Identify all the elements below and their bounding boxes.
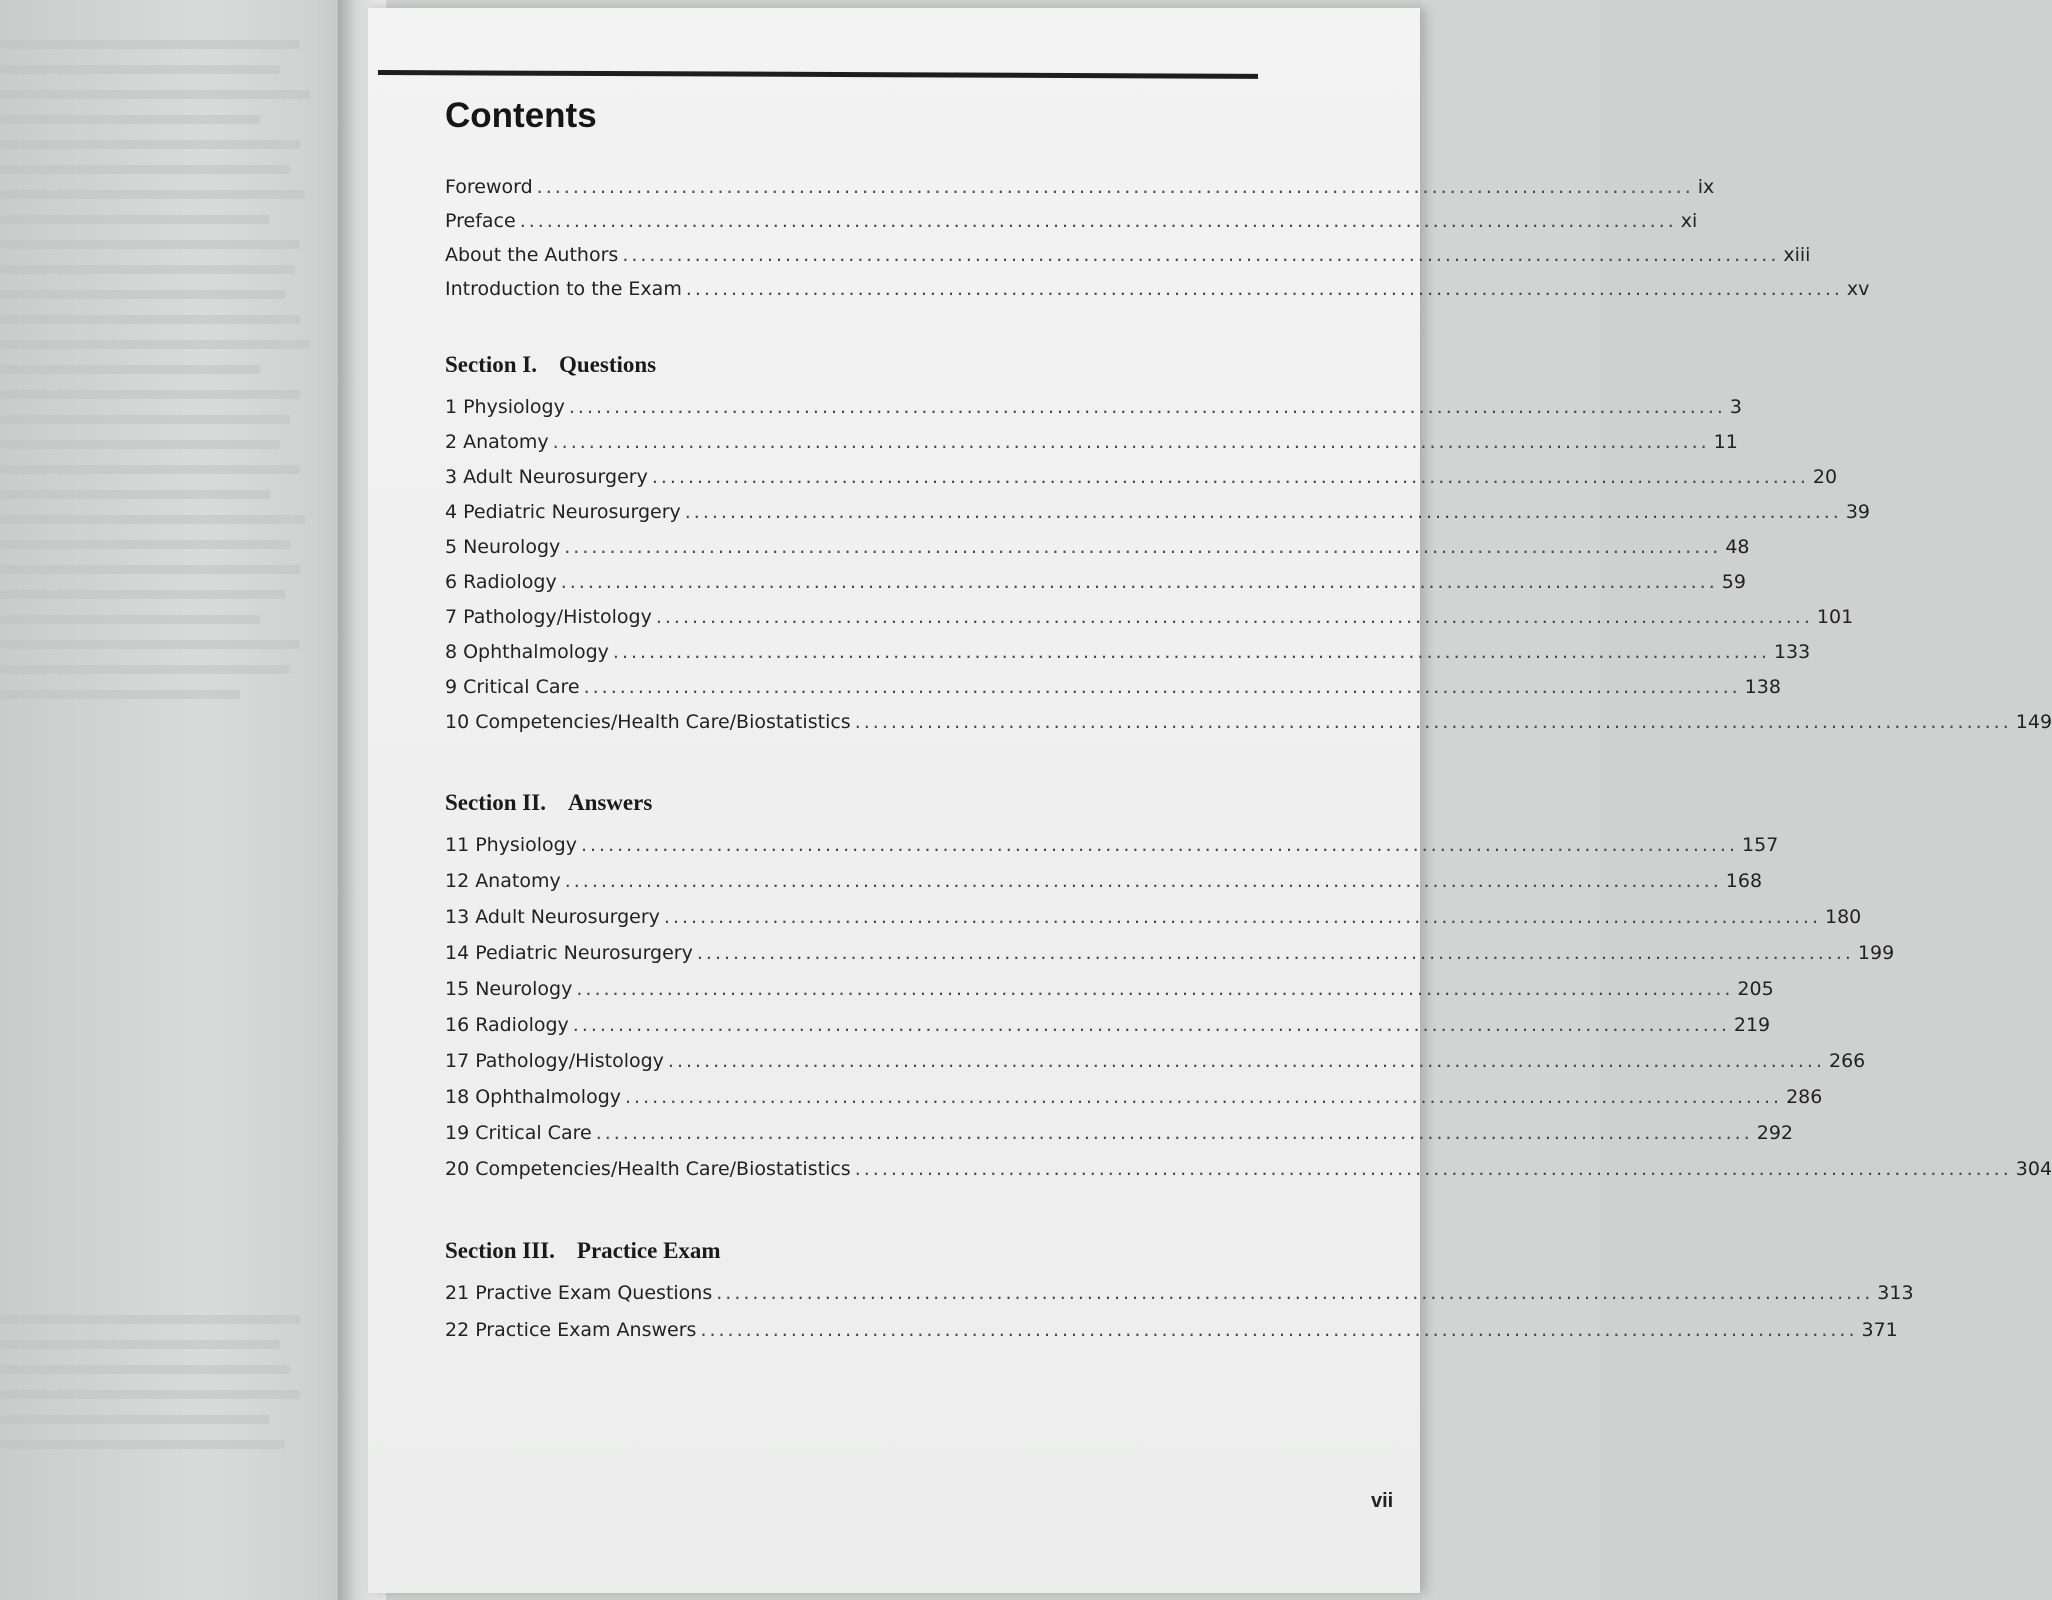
chapter-number: 5	[445, 536, 458, 558]
toc-entry-chapter[interactable]	[445, 870, 1763, 898]
toc-entry-introduction[interactable]	[445, 278, 1870, 306]
toc-entry-label: Pediatric Neurosurgery	[463, 501, 681, 523]
toc-entry-label: Competencies/Health Care/Biostatistics	[475, 711, 851, 733]
leader-dots: ................................................................................................................................	[568, 396, 1726, 418]
toc-entry-label: Anatomy	[475, 870, 561, 892]
toc-entry-page: xv	[1846, 278, 1870, 300]
toc-entry-label: Practice Exam Answers	[475, 1319, 697, 1341]
toc-entry-page: 157	[1742, 834, 1779, 856]
toc-entry-page: 48	[1725, 536, 1750, 558]
chapter-number: 7	[445, 606, 458, 628]
leader-dots: ................................................................................................................................	[576, 978, 1734, 1000]
toc-entry-chapter[interactable]	[445, 711, 2052, 739]
chapter-number: 11	[445, 834, 470, 856]
page-title: Contents	[445, 96, 597, 135]
toc-entry-page: 304	[2015, 1158, 2052, 1180]
leader-dots: ................................................................................................................................	[560, 571, 1718, 593]
leader-dots: ................................................................................................................................	[580, 834, 1739, 856]
chapter-number: 4	[445, 501, 458, 523]
toc-entry-chapter[interactable]	[445, 466, 1838, 494]
leader-dots: ................................................................................................................................	[854, 711, 2012, 733]
toc-entry-chapter[interactable]	[445, 1014, 1771, 1042]
toc-entry-label: Radiology	[475, 1014, 569, 1036]
chapter-number: 10	[445, 711, 470, 733]
section-label: Section II.	[445, 790, 546, 815]
toc-entry-page: 292	[1756, 1122, 1794, 1144]
toc-entry-chapter[interactable]	[445, 1086, 1823, 1114]
top-rule	[378, 70, 1258, 79]
section-heading-answers	[445, 790, 652, 820]
toc-entry-chapter[interactable]	[445, 906, 1862, 934]
toc-entry-label: Adult Neurosurgery	[475, 906, 660, 928]
section-label: Section III.	[445, 1238, 555, 1263]
leader-dots: ................................................................................................................................	[854, 1158, 2012, 1180]
toc-entry-chapter[interactable]	[445, 431, 1738, 459]
toc-entry-chapter[interactable]	[445, 942, 1895, 970]
chapter-number: 14	[445, 942, 470, 964]
chapter-number: 20	[445, 1158, 470, 1180]
toc-entry-chapter[interactable]	[445, 1122, 1794, 1150]
leader-dots: ................................................................................................................................	[684, 501, 1842, 523]
leader-dots: ................................................................................................................................	[622, 244, 1780, 266]
toc-entry-chapter[interactable]	[445, 571, 1746, 599]
toc-entry-page: xiii	[1783, 244, 1811, 266]
leader-dots: ................................................................................................................................	[663, 906, 1821, 928]
toc-entry-label: Pathology/Histology	[463, 606, 652, 628]
leader-dots: ................................................................................................................................	[625, 1086, 1783, 1108]
toc-entry-label: Critical Care	[475, 1122, 592, 1144]
toc-entry-about-authors[interactable]	[445, 244, 1811, 272]
facing-page-bleed-through	[0, 40, 320, 1465]
toc-entry-page: 199	[1857, 942, 1895, 964]
toc-entry-label: Ophthalmology	[463, 641, 609, 663]
leader-dots: ................................................................................................................................	[651, 466, 1809, 488]
toc-entry-chapter[interactable]	[445, 1050, 1866, 1078]
section-name: Practice Exam	[576, 1238, 721, 1263]
toc-entry-chapter[interactable]	[445, 606, 1854, 634]
section-name: Answers	[567, 790, 653, 815]
toc-entry-chapter[interactable]	[445, 501, 1871, 529]
toc-entry-page: 101	[1816, 606, 1854, 628]
toc-entry-label: Physiology	[463, 396, 565, 418]
toc-entry-page: 11	[1713, 431, 1738, 453]
toc-entry-page: 20	[1812, 466, 1838, 488]
toc-entry-page: 180	[1824, 906, 1862, 928]
chapter-number: 21	[445, 1282, 470, 1304]
page-number: vii	[1371, 1490, 1394, 1512]
toc-entry-chapter[interactable]	[445, 676, 1781, 704]
toc-entry-page: 168	[1725, 870, 1763, 892]
leader-dots: ................................................................................................................................	[700, 1319, 1858, 1341]
toc-entry-page: 149	[2015, 711, 2052, 733]
toc-entry-foreword[interactable]	[445, 176, 1715, 204]
toc-entry-label: Neurology	[475, 978, 573, 1000]
leader-dots: ................................................................................................................................	[552, 431, 1710, 453]
leader-dots: ................................................................................................................................	[685, 278, 1843, 300]
toc-entry-page: 205	[1737, 978, 1774, 1000]
toc-entry-label: Practive Exam Questions	[475, 1282, 713, 1304]
toc-entry-label: Physiology	[475, 834, 577, 856]
chapter-number: 13	[445, 906, 470, 928]
chapter-number: 9	[445, 676, 458, 698]
toc-entry-chapter[interactable]	[445, 978, 1774, 1006]
leader-dots: ................................................................................................................................	[595, 1122, 1753, 1144]
leader-dots: ................................................................................................................................	[716, 1282, 1874, 1304]
contents-page	[368, 8, 2052, 1593]
toc-entry-label: Pathology/Histology	[475, 1050, 664, 1072]
chapter-number: 8	[445, 641, 458, 663]
section-heading-questions	[445, 352, 656, 382]
toc-entry-page: 3	[1729, 396, 1743, 418]
leader-dots: ................................................................................................................................	[572, 1014, 1730, 1036]
toc-entry-page: 133	[1773, 641, 1811, 663]
leader-dots: ................................................................................................................................	[564, 870, 1722, 892]
chapter-number: 15	[445, 978, 470, 1000]
chapter-number: 18	[445, 1086, 470, 1108]
chapter-number: 19	[445, 1122, 470, 1144]
leader-dots: ................................................................................................................................	[612, 641, 1770, 663]
leader-dots: ................................................................................................................................	[564, 536, 1722, 558]
toc-entry-page: 313	[1877, 1282, 1914, 1304]
toc-entry-page: ix	[1697, 176, 1715, 198]
leader-dots: ................................................................................................................................	[655, 606, 1813, 628]
toc-entry-chapter[interactable]	[445, 1319, 1898, 1347]
toc-entry-page: 266	[1828, 1050, 1866, 1072]
toc-entry-label: Critical Care	[463, 676, 580, 698]
toc-entry-page: 138	[1744, 676, 1781, 698]
chapter-number: 16	[445, 1014, 470, 1036]
toc-entry-chapter[interactable]	[445, 834, 1779, 862]
chapter-number: 12	[445, 870, 470, 892]
toc-entry-page: 286	[1786, 1086, 1823, 1108]
leader-dots: ................................................................................................................................	[583, 676, 1741, 698]
toc-entry-label: Foreword	[445, 176, 533, 198]
leader-dots: ................................................................................................................................	[536, 176, 1694, 198]
toc-entry-chapter[interactable]	[445, 1282, 1914, 1310]
section-name: Questions	[559, 352, 657, 377]
leader-dots: ................................................................................................................................	[519, 210, 1677, 232]
toc-entry-page: xi	[1680, 210, 1698, 232]
toc-entry-chapter[interactable]	[445, 1158, 2052, 1186]
toc-entry-chapter[interactable]	[445, 536, 1750, 564]
toc-entry-page: 371	[1861, 1319, 1898, 1341]
table-surface	[1420, 0, 1600, 1600]
chapter-number: 1	[445, 396, 458, 418]
toc-entry-label: Ophthalmology	[475, 1086, 621, 1108]
chapter-number: 6	[445, 571, 458, 593]
toc-entry-chapter[interactable]	[445, 641, 1811, 669]
chapter-number: 3	[445, 466, 458, 488]
section-label: Section I.	[445, 352, 537, 377]
facing-page	[0, 0, 370, 1600]
toc-entry-page: 219	[1733, 1014, 1771, 1036]
toc-entry-page: 59	[1721, 571, 1746, 593]
leader-dots: ................................................................................................................................	[667, 1050, 1825, 1072]
toc-entry-label: Pediatric Neurosurgery	[475, 942, 693, 964]
toc-entry-preface[interactable]	[445, 210, 1698, 238]
toc-entry-label: About the Authors	[445, 244, 619, 266]
toc-entry-label: Radiology	[463, 571, 557, 593]
toc-entry-page: 39	[1845, 501, 1871, 523]
toc-entry-label: Preface	[445, 210, 516, 232]
leader-dots: ................................................................................................................................	[696, 942, 1854, 964]
toc-entry-label: Neurology	[463, 536, 561, 558]
toc-entry-label: Adult Neurosurgery	[463, 466, 648, 488]
section-heading-practice-exam	[445, 1238, 721, 1268]
toc-entry-label: Introduction to the Exam	[445, 278, 682, 300]
chapter-number: 2	[445, 431, 458, 453]
chapter-number: 22	[445, 1319, 470, 1341]
toc-entry-label: Anatomy	[463, 431, 549, 453]
chapter-number: 17	[445, 1050, 470, 1072]
toc-entry-chapter[interactable]	[445, 396, 1743, 424]
toc-entry-label: Competencies/Health Care/Biostatistics	[475, 1158, 851, 1180]
